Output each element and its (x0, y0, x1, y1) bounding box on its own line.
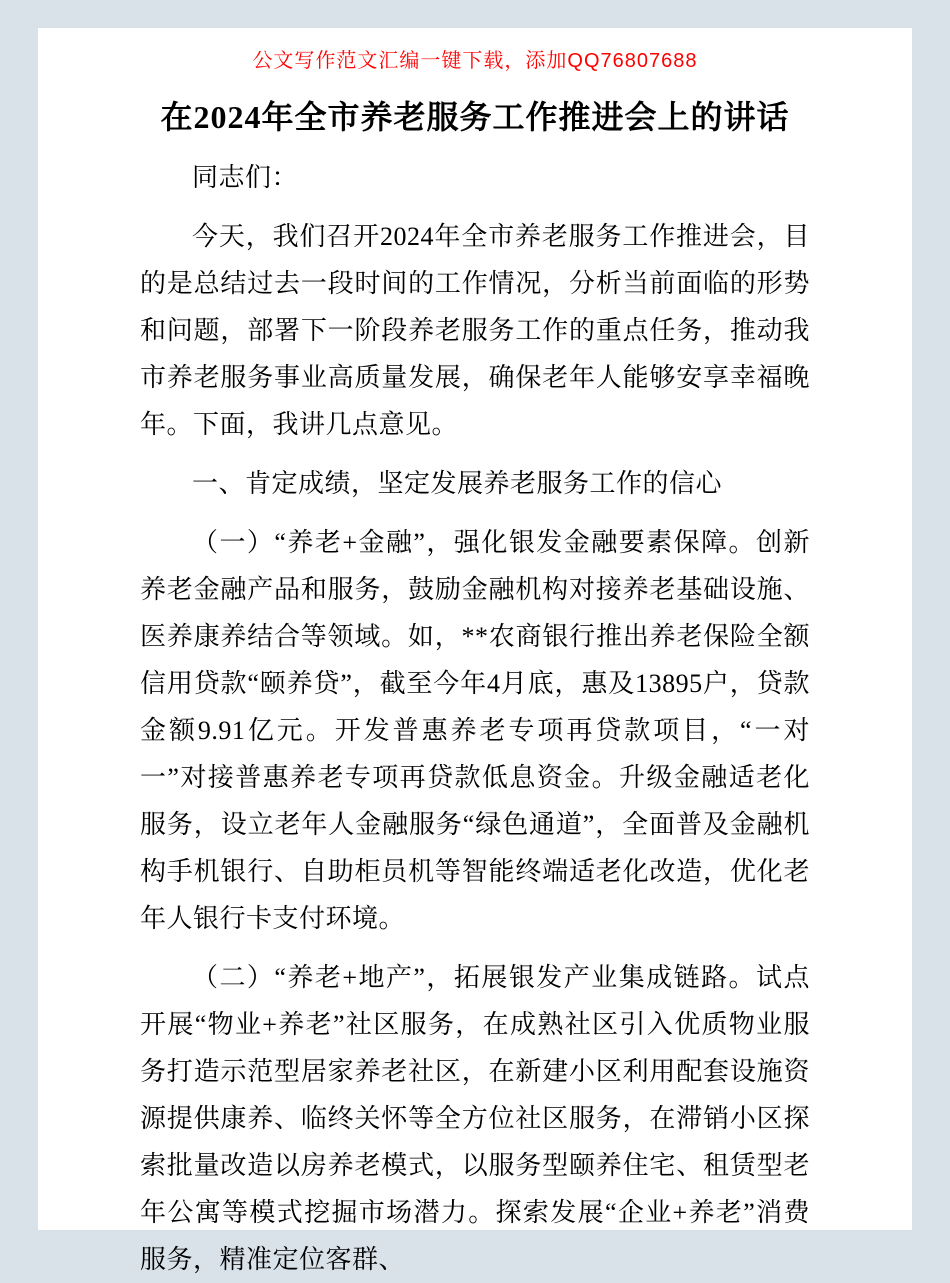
paragraph-point-one: （一）“养老+金融”，强化银发金融要素保障。创新养老金融产品和服务，鼓励金融机构对接养老基础设施、医养康养结合等领域。如，**农商银行推出养老保险全额信用贷款“颐养贷”，截至今年4月底，惠及13895户，贷款金额9.91亿元。开发普惠养老专项再贷款项目，“一对一”对接普惠养老专项再贷款低息资金。升级金融适老化服务，设立老年人金融服务“绿色通道”，全面普及金融机构手机银行、自助柜员机等智能终端适老化改造，优化老年人银行卡支付环境。 (140, 528, 810, 933)
paragraph-salutation: 同志们： (192, 163, 299, 192)
paragraph-section-heading: 一、肯定成绩，坚定发展养老服务工作的信心 (192, 469, 723, 498)
document-body (140, 154, 810, 1283)
document-sheet (38, 28, 912, 1274)
paragraph-point-two: （二）“养老+地产”，拓展银发产业集成链路。试点开展“物业+养老”社区服务，在成熟社区引入优质物业服务打造示范型居家养老社区，在新建小区利用配套设施资源提供康养、临终关怀等全方位社区服务，在滞销小区探索批量改造以房养老模式，以服务型颐养住宅、租赁型老年公寓等模式挖掘市场潜力。探索发展“企业+养老”消费服务，精准定位客群、 (140, 963, 810, 1274)
paragraph-intro: 今天，我们召开2024年全市养老服务工作推进会，目的是总结过去一段时间的工作情况，分析当前面临的形势和问题，部署下一阶段养老服务工作的重点任务，推动我市养老服务事业高质量发展，确保老年人能够安享幸福晚年。下面，我讲几点意见。 (140, 222, 810, 439)
document-title: 在2024年全市养老服务工作推进会上的讲话 (160, 99, 790, 135)
header-notice: 公文写作范文汇编一键下载，添加QQ76807688 (252, 50, 698, 72)
